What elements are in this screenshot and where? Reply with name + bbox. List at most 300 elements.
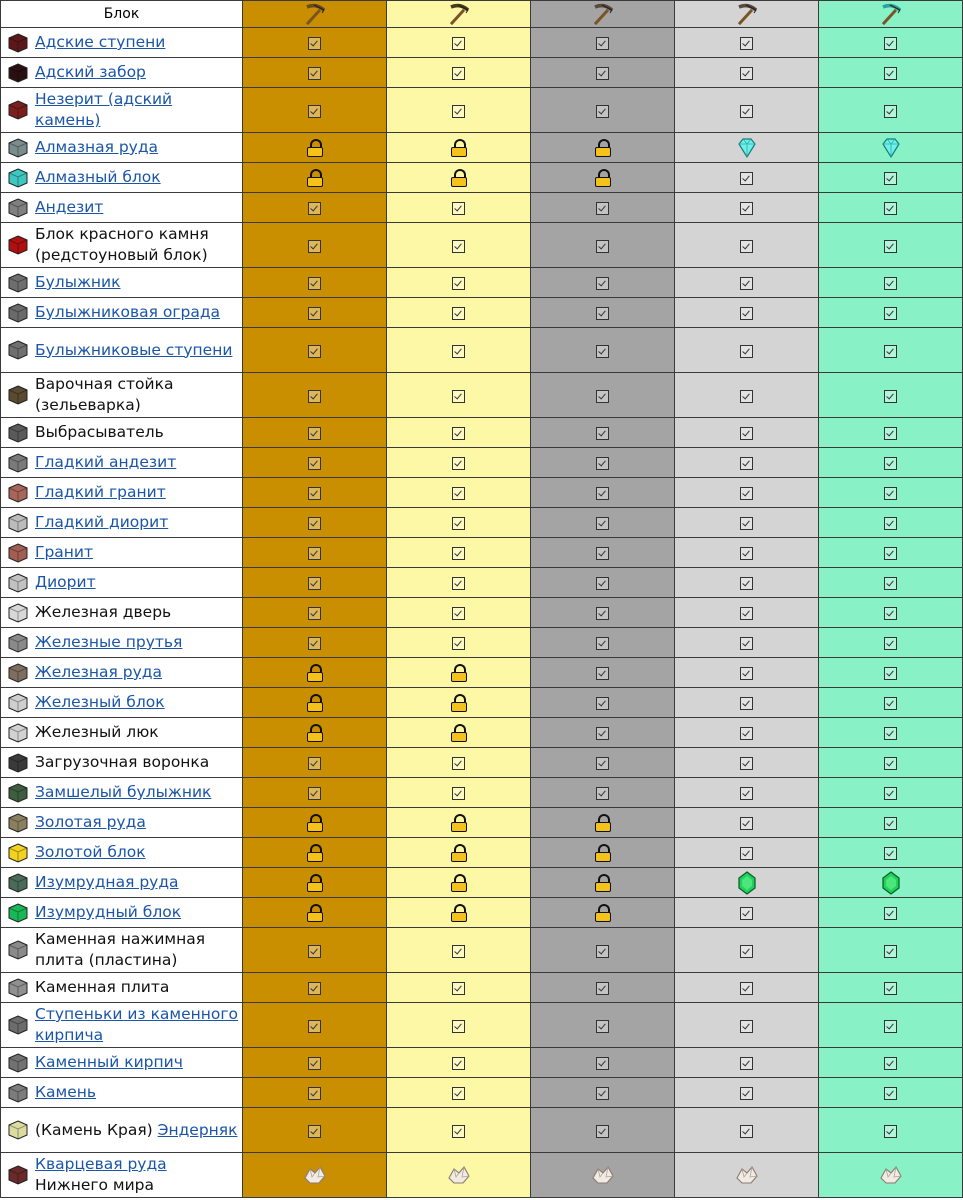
checkbox-icon [596, 487, 609, 500]
checkbox-icon [740, 547, 753, 560]
tool-cell [675, 538, 819, 568]
checkbox-icon [740, 577, 753, 590]
checkbox-icon [308, 345, 321, 358]
checkbox-icon [596, 727, 609, 740]
tool-cell [243, 658, 387, 688]
tool-cell [531, 628, 675, 658]
tool-cell [387, 328, 531, 373]
block-label: Каменная плита [35, 978, 170, 996]
tool-cell [675, 373, 819, 418]
nether-quartz-icon [590, 1164, 616, 1186]
nether-quartz-icon [878, 1164, 904, 1186]
checkbox-icon [452, 240, 465, 253]
block-label: Железная дверь [35, 603, 172, 621]
nether-quartz-icon [734, 1164, 760, 1186]
block-icon [7, 32, 29, 54]
checkbox-icon [452, 757, 465, 770]
checkbox-icon [308, 390, 321, 403]
block-name-cell [1, 973, 243, 1003]
block-link[interactable]: Кварцевая руда [35, 1155, 167, 1173]
checkbox-icon [308, 202, 321, 215]
checkbox-icon [308, 637, 321, 650]
tool-cell [531, 223, 675, 268]
block-name-cell [1, 1003, 243, 1048]
checkbox-icon [884, 697, 897, 710]
tool-cell [387, 268, 531, 298]
checkbox-icon [596, 945, 609, 958]
tool-cell [243, 718, 387, 748]
block-link[interactable]: Замшелый булыжник [35, 783, 212, 801]
block-link[interactable]: Алмазная руда [35, 138, 159, 156]
tool-cell [531, 28, 675, 58]
tool-cell [531, 1108, 675, 1153]
checkbox-icon [740, 1057, 753, 1070]
block-name-cell [1, 718, 243, 748]
tool-cell [387, 58, 531, 88]
block-link[interactable]: Гладкий диорит [35, 513, 169, 531]
tool-cell [675, 778, 819, 808]
checkbox-icon [596, 697, 609, 710]
checkbox-icon [596, 577, 609, 590]
checkbox-icon [884, 277, 897, 290]
block-link[interactable]: Гладкий гранит [35, 483, 166, 501]
checkbox-icon [596, 1125, 609, 1138]
checkbox-icon [596, 307, 609, 320]
tool-cell [531, 448, 675, 478]
checkbox-icon [452, 1125, 465, 1138]
block-icon [7, 422, 29, 444]
lock-icon [451, 814, 467, 832]
block-link[interactable]: Изумрудная руда [35, 873, 179, 891]
checkbox-icon [452, 202, 465, 215]
block-name-cell [1, 688, 243, 718]
table-row [1, 88, 963, 133]
checkbox-icon [596, 637, 609, 650]
block-icon [7, 1119, 29, 1141]
tool-cell [675, 163, 819, 193]
tool-cell [387, 418, 531, 448]
checkbox-icon [452, 67, 465, 80]
checkbox-icon [452, 277, 465, 290]
tool-cell [675, 448, 819, 478]
checkbox-icon [452, 945, 465, 958]
tool-cell [819, 808, 963, 838]
checkbox-icon [884, 547, 897, 560]
tool-cell [675, 223, 819, 268]
tool-cell [387, 538, 531, 568]
block-icon [7, 1014, 29, 1036]
table-row [1, 373, 963, 418]
tool-cell [531, 838, 675, 868]
checkbox-icon [740, 517, 753, 530]
block-name-cell [1, 448, 243, 478]
lock-icon [307, 694, 323, 712]
block-icon [7, 482, 29, 504]
block-link[interactable]: Диорит [35, 573, 96, 591]
tool-cell [531, 298, 675, 328]
tool-cell [819, 1048, 963, 1078]
tool-cell [243, 328, 387, 373]
table-row [1, 1078, 963, 1108]
tool-cell [243, 1153, 387, 1198]
tool-cell [675, 718, 819, 748]
checkbox-icon [740, 105, 753, 118]
tool-cell [819, 1153, 963, 1198]
block-icon [7, 662, 29, 684]
tool-cell [675, 193, 819, 223]
tool-cell [387, 1003, 531, 1048]
checkbox-icon [884, 1020, 897, 1033]
tool-cell [531, 538, 675, 568]
tool-cell [819, 88, 963, 133]
checkbox-icon [740, 37, 753, 50]
tool-cell [243, 973, 387, 1003]
block-icon [7, 572, 29, 594]
tool-cell [675, 478, 819, 508]
tool-cell [675, 28, 819, 58]
block-name-cell [1, 373, 243, 418]
tool-cell [531, 718, 675, 748]
block-link[interactable]: Гладкий андезит [35, 453, 177, 471]
tool-cell [675, 418, 819, 448]
tool-cell [675, 898, 819, 928]
tool-cell [531, 193, 675, 223]
checkbox-icon [596, 667, 609, 680]
checkbox-icon [596, 517, 609, 530]
checkbox-icon [740, 982, 753, 995]
tool-cell [387, 1048, 531, 1078]
block-icon [7, 512, 29, 534]
tool-cell [675, 88, 819, 133]
diamond-pickaxe-icon [878, 1, 904, 27]
tool-cell [819, 133, 963, 163]
checkbox-icon [740, 172, 753, 185]
block-link[interactable]: Алмазный блок [35, 168, 161, 186]
block-link[interactable]: Эндерняк [157, 1120, 238, 1139]
tool-header-stone [531, 1, 675, 28]
lock-icon [451, 169, 467, 187]
block-link[interactable]: Ступеньки из каменного кирпича [35, 1005, 239, 1044]
block-link[interactable]: Железный блок [35, 693, 165, 711]
block-name-cell [1, 868, 243, 898]
block-name-cell [1, 538, 243, 568]
checkbox-icon [740, 1020, 753, 1033]
block-icon [7, 339, 29, 361]
lock-icon [451, 724, 467, 742]
table-row [1, 328, 963, 373]
tool-cell [387, 298, 531, 328]
checkbox-icon [596, 1020, 609, 1033]
tool-cell [243, 568, 387, 598]
checkbox-icon [740, 487, 753, 500]
table-row [1, 28, 963, 58]
tool-cell [387, 163, 531, 193]
block-link[interactable]: Камень [35, 1083, 97, 1101]
checkbox-icon [740, 457, 753, 470]
lock-icon [307, 169, 323, 187]
tool-cell [531, 508, 675, 538]
tool-cell [387, 718, 531, 748]
block-icon [7, 197, 29, 219]
block-name-cell [1, 1108, 243, 1153]
tool-cell [387, 373, 531, 418]
table-row [1, 1108, 963, 1153]
tool-cell [819, 223, 963, 268]
tool-cell [531, 568, 675, 598]
tool-cell [819, 973, 963, 1003]
table-row [1, 658, 963, 688]
tool-cell [243, 748, 387, 778]
lock-icon [595, 814, 611, 832]
tool-cell [243, 598, 387, 628]
checkbox-icon [308, 457, 321, 470]
tool-cell [387, 748, 531, 778]
tool-cell [819, 838, 963, 868]
checkbox-icon [884, 757, 897, 770]
tool-cell [243, 28, 387, 58]
table-row [1, 808, 963, 838]
tool-cell [675, 1108, 819, 1153]
lock-icon [307, 904, 323, 922]
checkbox-icon [884, 1057, 897, 1070]
checkbox-icon [884, 427, 897, 440]
tool-cell [243, 538, 387, 568]
checkbox-icon [740, 727, 753, 740]
tool-cell [675, 628, 819, 658]
checkbox-icon [884, 982, 897, 995]
tool-cell [675, 1048, 819, 1078]
block-link[interactable]: Золотая руда [35, 813, 146, 831]
lock-icon [595, 904, 611, 922]
table-row [1, 598, 963, 628]
tool-cell [243, 508, 387, 538]
block-label: Варочная стойка (зельеварка) [35, 375, 174, 414]
tool-cell [675, 658, 819, 688]
tool-cell [531, 688, 675, 718]
block-icon [7, 452, 29, 474]
block-link[interactable]: Булыжниковые ступени [35, 340, 233, 359]
tool-cell [387, 658, 531, 688]
tool-cell [819, 718, 963, 748]
lock-icon [595, 874, 611, 892]
tool-cell [387, 88, 531, 133]
table-row [1, 898, 963, 928]
tool-cell [675, 1003, 819, 1048]
checkbox-icon [308, 67, 321, 80]
block-name-cell [1, 1078, 243, 1108]
block-icon [7, 782, 29, 804]
block-name-cell [1, 163, 243, 193]
checkbox-icon [452, 787, 465, 800]
block-link[interactable]: Золотой блок [35, 843, 146, 861]
block-link[interactable]: Каменный кирпич [35, 1053, 183, 1071]
tool-cell [243, 133, 387, 163]
block-icon [7, 632, 29, 654]
block-icon [7, 939, 29, 961]
block-link[interactable]: Железные прутья [35, 633, 183, 651]
checkbox-icon [308, 277, 321, 290]
block-name-cell [1, 838, 243, 868]
checkbox-icon [596, 345, 609, 358]
tool-cell [243, 898, 387, 928]
block-label: Нижнего мира [35, 1176, 155, 1194]
tool-cell [243, 1108, 387, 1153]
checkbox-icon [596, 67, 609, 80]
checkbox-icon [452, 487, 465, 500]
checkbox-icon [308, 787, 321, 800]
table-row [1, 868, 963, 898]
block-icon [7, 842, 29, 864]
tool-cell [531, 748, 675, 778]
block-label: Каменная нажимная плита (пластина) [35, 930, 206, 969]
tool-cell [531, 133, 675, 163]
tool-cell [675, 328, 819, 373]
checkbox-icon [452, 982, 465, 995]
checkbox-icon [308, 982, 321, 995]
table-row [1, 973, 963, 1003]
checkbox-icon [308, 37, 321, 50]
table-row [1, 568, 963, 598]
tool-cell [819, 688, 963, 718]
block-link[interactable]: Андезит [35, 198, 104, 216]
tool-cell [243, 223, 387, 268]
table-row [1, 928, 963, 973]
block-icon [7, 62, 29, 84]
checkbox-icon [884, 202, 897, 215]
block-link[interactable]: Железная руда [35, 663, 163, 681]
tool-cell [243, 193, 387, 223]
tool-cell [387, 223, 531, 268]
tool-cell [819, 418, 963, 448]
checkbox-icon [452, 37, 465, 50]
checkbox-icon [884, 240, 897, 253]
checkbox-icon [884, 345, 897, 358]
checkbox-icon [884, 1087, 897, 1100]
block-name-cell [1, 658, 243, 688]
tool-cell [243, 1003, 387, 1048]
checkbox-icon [740, 390, 753, 403]
tool-cell [675, 133, 819, 163]
tool-cell [243, 448, 387, 478]
block-label: Железный люк [35, 723, 159, 741]
block-name-cell [1, 628, 243, 658]
block-name-cell [1, 223, 243, 268]
checkbox-icon [884, 945, 897, 958]
block-link[interactable]: Булыжниковая ограда [35, 303, 221, 321]
checkbox-icon [308, 105, 321, 118]
tool-cell [243, 868, 387, 898]
tool-cell [819, 778, 963, 808]
checkbox-icon [884, 667, 897, 680]
block-name-cell [1, 58, 243, 88]
wooden-pickaxe-icon [302, 1, 328, 27]
golden-pickaxe-icon [446, 1, 472, 27]
block-name-cell [1, 598, 243, 628]
block-name-cell [1, 508, 243, 538]
checkbox-icon [596, 240, 609, 253]
block-link[interactable]: Гранит [35, 543, 94, 561]
tool-cell [675, 1153, 819, 1198]
tool-cell [387, 508, 531, 538]
checkbox-icon [740, 67, 753, 80]
table-row [1, 223, 963, 268]
checkbox-icon [740, 817, 753, 830]
tool-cell [387, 898, 531, 928]
block-link[interactable]: Изумрудный блок [35, 903, 182, 921]
table-row [1, 718, 963, 748]
lock-icon [307, 874, 323, 892]
block-icon [7, 542, 29, 564]
block-name-cell [1, 298, 243, 328]
block-icon [7, 1082, 29, 1104]
tool-cell [531, 268, 675, 298]
block-link[interactable]: Незерит (адский камень) [35, 90, 173, 129]
lock-icon [451, 844, 467, 862]
checkbox-icon [452, 1057, 465, 1070]
tool-cell [675, 508, 819, 538]
tool-cell [531, 973, 675, 1003]
lock-icon [451, 904, 467, 922]
checkbox-icon [308, 1057, 321, 1070]
tool-cell [531, 658, 675, 688]
table-row [1, 448, 963, 478]
block-link[interactable]: Адский забор [35, 63, 146, 81]
tool-cell [531, 928, 675, 973]
tool-cell [531, 163, 675, 193]
block-name-cell [1, 88, 243, 133]
tool-cell [387, 838, 531, 868]
tool-cell [675, 808, 819, 838]
block-name-cell [1, 328, 243, 373]
tool-cell [243, 778, 387, 808]
tool-cell [243, 163, 387, 193]
checkbox-icon [308, 240, 321, 253]
block-link[interactable]: Булыжник [35, 273, 121, 291]
tool-cell [531, 1153, 675, 1198]
lock-icon [451, 664, 467, 682]
table-row [1, 133, 963, 163]
block-link[interactable]: Адские ступени [35, 33, 166, 51]
table-row [1, 298, 963, 328]
checkbox-icon [740, 202, 753, 215]
checkbox-icon [596, 1057, 609, 1070]
checkbox-icon [740, 427, 753, 440]
block-name-cell [1, 778, 243, 808]
checkbox-icon [740, 607, 753, 620]
tool-cell [387, 928, 531, 973]
tool-cell [675, 58, 819, 88]
tool-cell [243, 298, 387, 328]
lock-icon [307, 724, 323, 742]
tool-cell [675, 688, 819, 718]
tool-cell [819, 538, 963, 568]
block-icon [7, 137, 29, 159]
checkbox-icon [740, 847, 753, 860]
tool-cell [819, 448, 963, 478]
checkbox-icon [740, 1087, 753, 1100]
tool-cell [243, 688, 387, 718]
tool-cell [243, 88, 387, 133]
checkbox-icon [452, 1087, 465, 1100]
checkbox-icon [596, 105, 609, 118]
table-body [1, 28, 963, 1198]
block-label: (Камень Края) [35, 1120, 158, 1139]
block-name-cell [1, 418, 243, 448]
tool-cell [819, 1078, 963, 1108]
checkbox-icon [452, 637, 465, 650]
tool-cell [387, 133, 531, 163]
table-row [1, 778, 963, 808]
